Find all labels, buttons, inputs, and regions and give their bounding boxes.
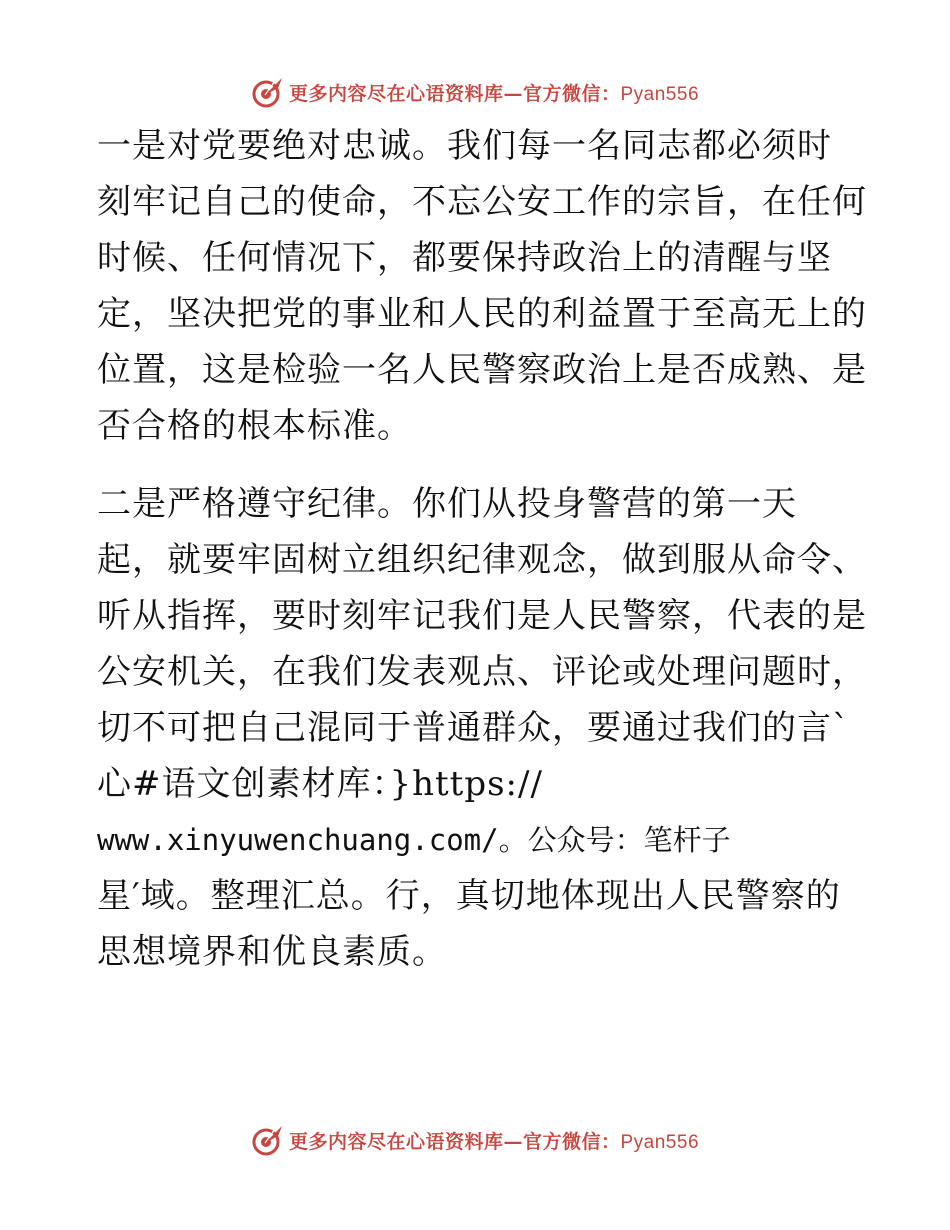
quill-logo-icon (251, 75, 285, 109)
paragraph-loyalty (97, 118, 867, 454)
text-line: 心#语文创素材库：}https:// (97, 764, 543, 804)
footer-banner (0, 1120, 950, 1160)
banner-text: 更多内容尽在心语资料库—官方微信：Pyan556 (288, 1130, 700, 1153)
text-line: 起，就要牢固树立组织纪律观念，做到服从命令、 (97, 540, 867, 580)
text-line: 切不可把自己混同于普通群众，要通过我们的言` (97, 708, 850, 748)
text-line-url: www.xinyuwenchuang.com/。公众号：笔杆子 (97, 823, 731, 857)
quill-logo-icon (251, 1123, 285, 1157)
text-line: 公安机关，在我们发表观点、评论或处理问题时， (97, 652, 867, 692)
text-line: 否合格的根本标准。 (97, 406, 412, 446)
text-line: 定，坚决把党的事业和人民的利益置于至高无上的 (97, 294, 867, 334)
text-line: 星′域。整理汇总。行，真切地体现出人民警察的 (97, 876, 841, 916)
text-line: 二是严格遵守纪律。你们从投身警营的第一天 (97, 484, 797, 524)
text-line: 位置，这是检验一名人民警察政治上是否成熟、是 (97, 350, 867, 390)
banner-text: 更多内容尽在心语资料库—官方微信：Pyan556 (288, 82, 700, 105)
banner-contact: Pyan556 (620, 1131, 700, 1153)
paragraph-discipline (97, 476, 867, 980)
text-line: 一是对党要绝对忠诚。我们每一名同志都必须时 (97, 126, 832, 166)
text-line: 刻牢记自己的使命，不忘公安工作的宗旨，在任何 (97, 182, 867, 222)
banner-contact: Pyan556 (620, 83, 700, 105)
text-line: 听从指挥，要时刻牢记我们是人民警察，代表的是 (97, 596, 867, 636)
text-line: 时候、任何情况下，都要保持政治上的清醒与坚 (97, 238, 832, 278)
document-body (97, 118, 867, 980)
header-banner (0, 72, 950, 112)
text-line: 思想境界和优良素质。 (97, 932, 447, 972)
